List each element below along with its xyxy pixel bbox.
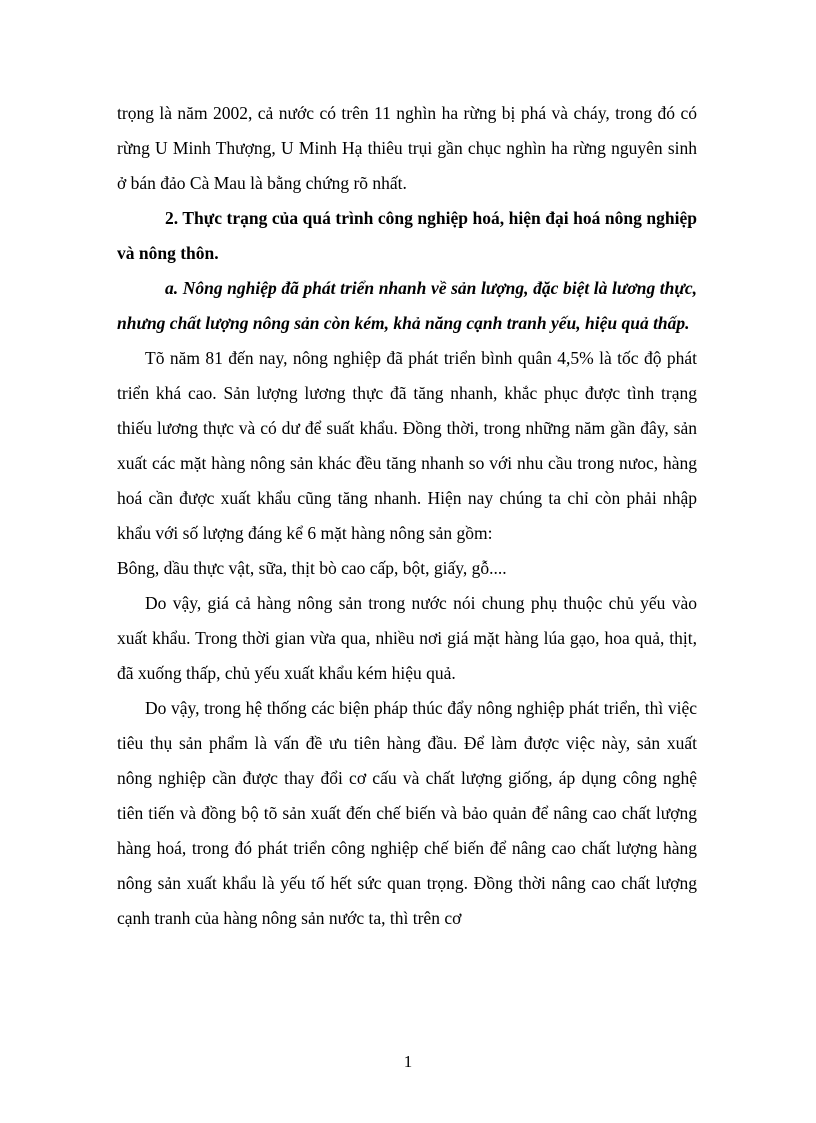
paragraph-import-items: Bông, dầu thực vật, sữa, thịt bò cao cấp, bột, giấy, gỗ....	[117, 558, 507, 578]
paragraph-forest-loss: trọng là năm 2002, cả nước có trên 11 nghìn ha rừng bị phá và cháy, trong đó có rừng U Minh Thượng, U Minh Hạ thiêu trụi gần chục nghìn ha rừng nguyên sinh ở bán đảo Cà Mau là bằng chứng rõ nhất.	[117, 103, 697, 193]
section-heading-2: 2. Thực trạng của quá trình công nghiệp hoá, hiện đại hoá nông nghiệp và nông thôn.	[117, 208, 697, 263]
page-number: 1	[403, 1052, 413, 1071]
subsection-heading-a: a. Nông nghiệp đã phát triển nhanh về sản lượng, đặc biệt là lương thực, nhưng chất lượng nông sản còn kém, khả năng cạnh tranh yếu, hiệu quả thấp.	[117, 278, 697, 333]
paragraph-price-dependence: Do vậy, giá cả hàng nông sản trong nước nói chung phụ thuộc chủ yếu vào xuất khẩu. Trong thời gian vừa qua, nhiều nơi giá mặt hàng lúa gạo, hoa quả, thịt, đã xuống thấp, chủ yếu xuất khẩu kém hiệu quả.	[117, 593, 697, 683]
document-body	[117, 96, 697, 936]
paragraph-agriculture-growth: Tõ năm 81 đến nay, nông nghiệp đã phát triển bình quân 4,5% là tốc độ phát triển khá cao. Sản lượng lương thực đã tăng nhanh, khắc phục được tình trạng thiếu lương thực và có dư để suất khẩu. Đồng thời, trong những năm gần đây, sản xuất các mặt hàng nông sản khác đều tăng nhanh so với nhu cầu trong nưoc, hàng hoá cần được xuất khẩu cũng tăng nhanh. Hiện nay chúng ta chỉ còn phải nhập khẩu với số lượng đáng kể 6 mặt hàng nông sản gồm:	[117, 348, 697, 543]
paragraph-consumption-priority: Do vậy, trong hệ thống các biện pháp thúc đẩy nông nghiệp phát triển, thì việc tiêu thụ sản phẩm là vấn đề ưu tiên hàng đầu. Để làm được việc này, sản xuất nông nghiệp cần được thay đổi cơ cấu và chất lượng giống, áp dụng công nghệ tiên tiến và đồng bộ tõ sản xuất đến chế biến và bảo quản để nâng cao chất lượng hàng hoá, trong đó phát triển công nghiệp chế biến để nâng cao chất lượng hàng nông sản xuất khẩu là yếu tố hết sức quan trọng. Đồng thời nâng cao chất lượng cạnh tranh của hàng nông sản nước ta, thì trên cơ	[117, 698, 697, 928]
